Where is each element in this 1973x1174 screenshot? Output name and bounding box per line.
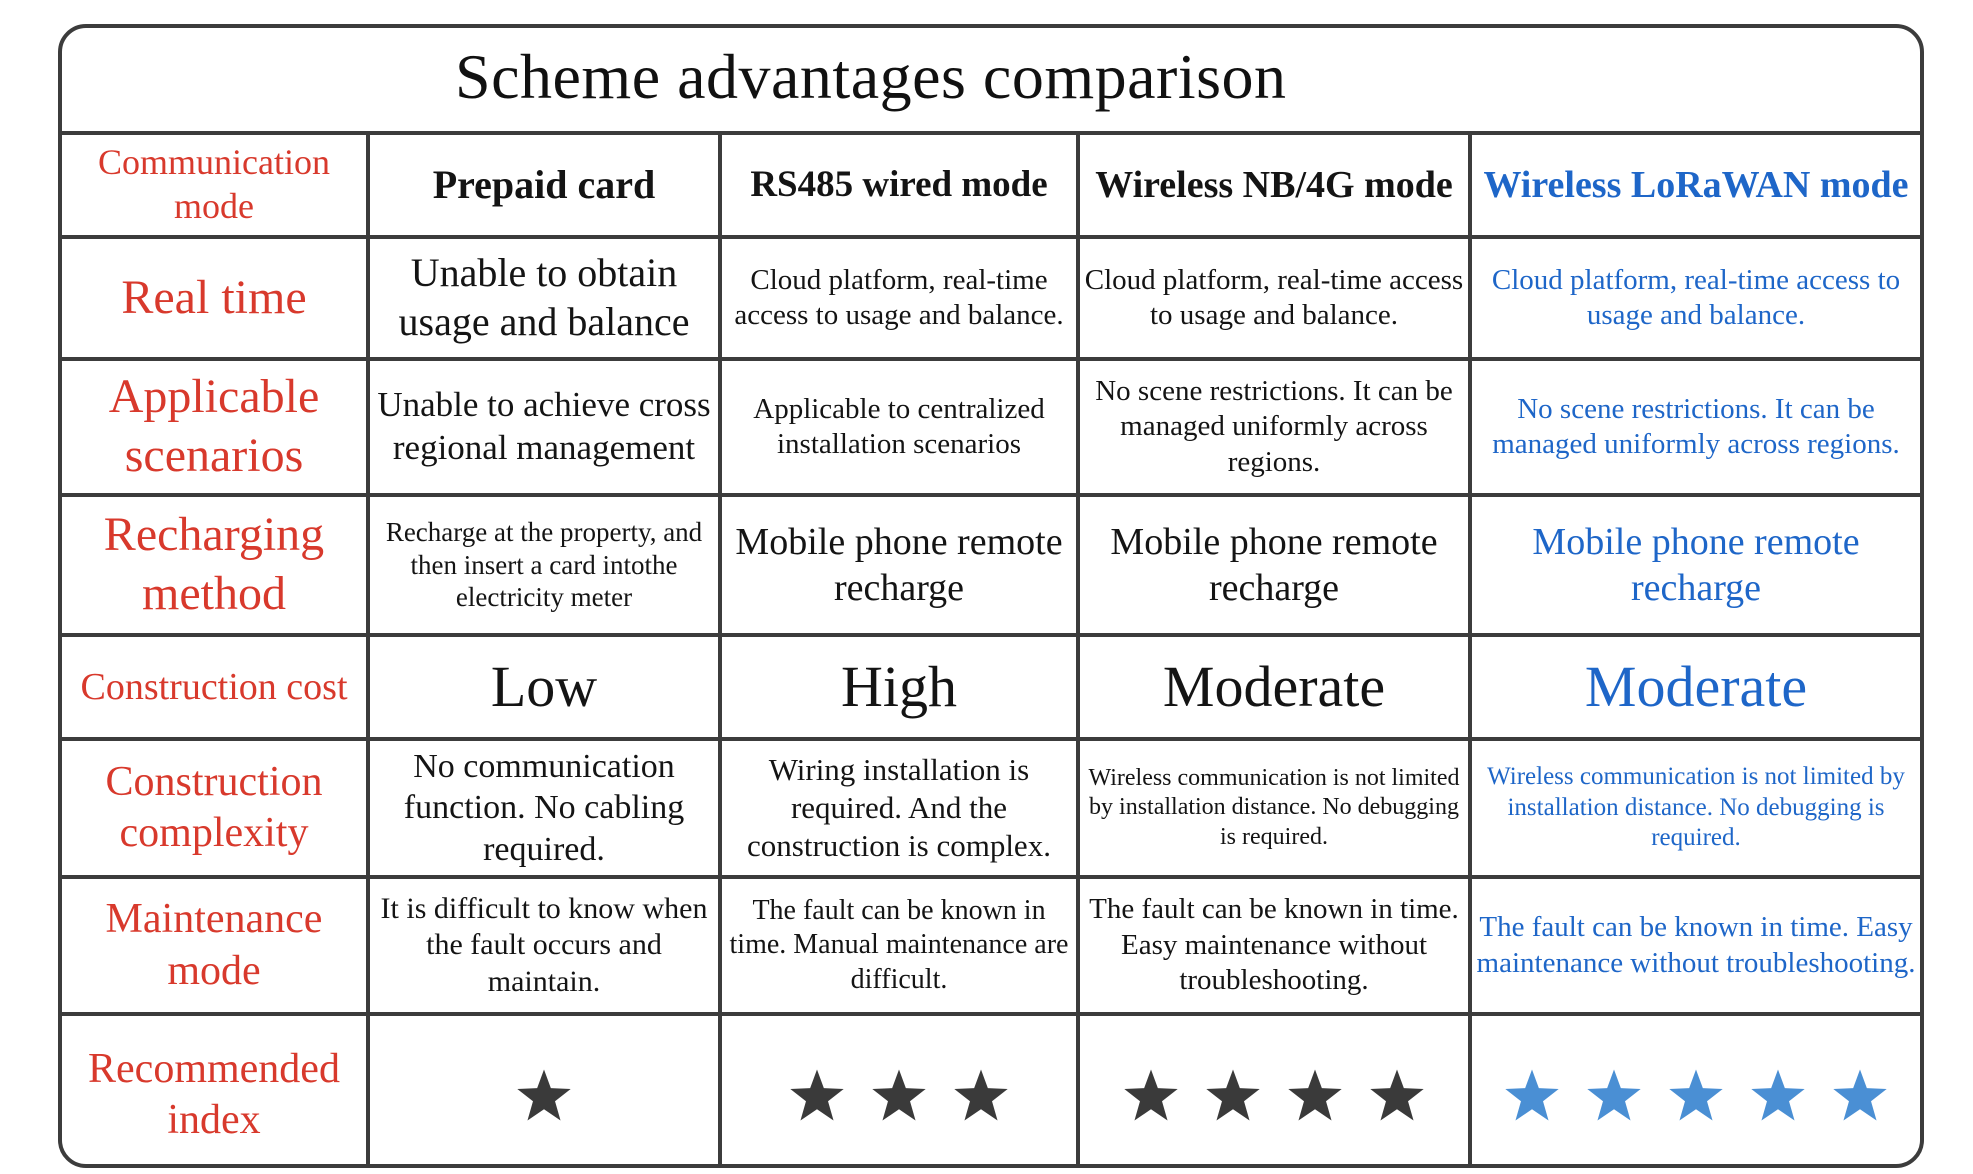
table-row xyxy=(62,495,1920,635)
table-cell: Mobile phone remote recharge xyxy=(720,495,1078,635)
star-icon xyxy=(1667,1067,1725,1123)
comparison-table-frame xyxy=(58,24,1924,1168)
star-icon xyxy=(952,1067,1010,1123)
row-label-applicable-scenarios: Applicable scenarios xyxy=(62,359,368,495)
table-cell: Moderate xyxy=(1470,635,1920,739)
star-rating xyxy=(1476,1067,1916,1123)
table-cell: It is difficult to know when the fault occurs and maintain. xyxy=(368,877,720,1014)
table-cell: Applicable to centralized installation scenarios xyxy=(720,359,1078,495)
star-icon xyxy=(1204,1067,1262,1123)
star-icon xyxy=(1286,1067,1344,1123)
row-label-maintenance-mode: Maintenance mode xyxy=(62,877,368,1014)
star-rating xyxy=(726,1067,1072,1123)
table-cell: Cloud platform, real-time access to usage and balance. xyxy=(720,237,1078,359)
table-cell: No communication function. No cabling required. xyxy=(368,739,720,877)
table-cell: The fault can be known in time. Manual maintenance are difficult. xyxy=(720,877,1078,1014)
table-row xyxy=(62,739,1920,877)
table-row xyxy=(62,877,1920,1014)
table-cell: Mobile phone remote recharge xyxy=(1470,495,1920,635)
table-cell: Wireless communication is not limited by installation distance. No debugging is required. xyxy=(1470,739,1920,877)
table-cell: Low xyxy=(368,635,720,739)
table-cell: Wiring installation is required. And the construction is complex. xyxy=(720,739,1078,877)
table-cell: Unable to achieve cross regional management xyxy=(368,359,720,495)
table-cell: The fault can be known in time. Easy maintenance without troubleshooting. xyxy=(1470,877,1920,1014)
rating-cell xyxy=(1078,1014,1470,1168)
table-cell: The fault can be known in time. Easy maintenance without troubleshooting. xyxy=(1078,877,1470,1014)
title-row xyxy=(62,28,1920,135)
star-icon xyxy=(1368,1067,1426,1123)
comparison-table xyxy=(62,131,1920,1168)
row-label-real-time: Real time xyxy=(62,237,368,359)
star-icon xyxy=(515,1067,573,1123)
row-label-communication-mode: Communication mode xyxy=(62,133,368,237)
row-label-recharging-method: Recharging method xyxy=(62,495,368,635)
table-cell: No scene restrictions. It can be managed uniformly across regions. xyxy=(1470,359,1920,495)
row-label-construction-cost: Construction cost xyxy=(62,635,368,739)
row-label-recommended-index: Recommended index xyxy=(62,1014,368,1168)
column-header-rs485: RS485 wired mode xyxy=(720,133,1078,237)
table-cell: Moderate xyxy=(1078,635,1470,739)
table-row xyxy=(62,635,1920,739)
table-cell: High xyxy=(720,635,1078,739)
rating-cell xyxy=(720,1014,1078,1168)
row-label-construction-complexity: Construction complexity xyxy=(62,739,368,877)
star-rating xyxy=(374,1067,714,1123)
table-row xyxy=(62,237,1920,359)
table-cell: Cloud platform, real-time access to usage and balance. xyxy=(1470,237,1920,359)
table-cell: Wireless communication is not limited by installation distance. No debugging is required. xyxy=(1078,739,1470,877)
star-icon xyxy=(1122,1067,1180,1123)
table-cell: Recharge at the property, and then insert a card intothe electricity meter xyxy=(368,495,720,635)
page-title: Scheme advantages comparison xyxy=(455,41,1287,112)
star-icon xyxy=(1503,1067,1561,1123)
rating-cell xyxy=(1470,1014,1920,1168)
table-cell: No scene restrictions. It can be managed uniformly across regions. xyxy=(1078,359,1470,495)
star-icon xyxy=(1585,1067,1643,1123)
table-cell: Unable to obtain usage and balance xyxy=(368,237,720,359)
column-header-nb-4g: Wireless NB/4G mode xyxy=(1078,133,1470,237)
column-header-lorawan: Wireless LoRaWAN mode xyxy=(1470,133,1920,237)
rating-cell xyxy=(368,1014,720,1168)
header-row xyxy=(62,133,1920,237)
star-rating xyxy=(1084,1067,1464,1123)
table-cell: Cloud platform, real-time access to usage and balance. xyxy=(1078,237,1470,359)
table-cell: Mobile phone remote recharge xyxy=(1078,495,1470,635)
star-icon xyxy=(1749,1067,1807,1123)
star-icon xyxy=(788,1067,846,1123)
table-row xyxy=(62,359,1920,495)
star-icon xyxy=(870,1067,928,1123)
recommended-row xyxy=(62,1014,1920,1168)
column-header-prepaid-card: Prepaid card xyxy=(368,133,720,237)
star-icon xyxy=(1831,1067,1889,1123)
